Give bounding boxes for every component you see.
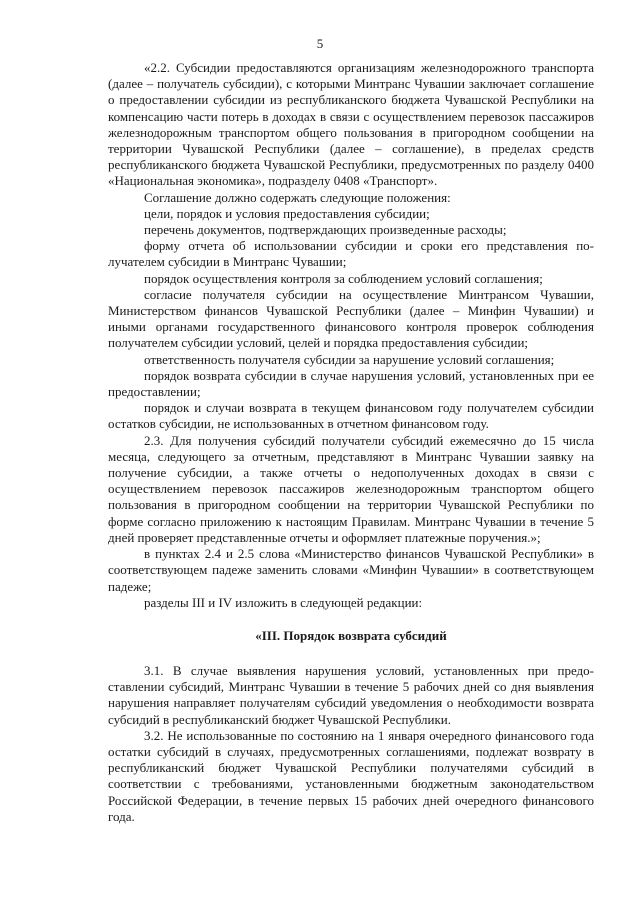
paragraph-amend-2-4-2-5: в пунктах 2.4 и 2.5 слова «Министерство финансов Чувашской Республики» в соответствующем падеже заменить словами «Минфин Чувашии» в соответствующем падеже; xyxy=(108,546,594,594)
list-item-documents: перечень документов, подтверждающих произведенные расходы; xyxy=(144,222,507,238)
section-heading: «III. Порядок возврата субсидий xyxy=(255,627,447,643)
list-item-consent: согласие получателя субсидии на осуществление Минтрансом Чувашии, Министерством финансов Чувашской Республики (далее – Минфин Чувашии) и иными органами государственного финансового контроля проверок соблюдения получателем субсидии условий, целей и порядка предоставления субсидии; xyxy=(108,286,594,351)
list-item-goals: цели, порядок и условия предоставления субсидии; xyxy=(144,205,430,221)
paragraph-sections-intro: разделы III и IV изложить в следующей редакции: xyxy=(144,594,423,610)
list-item-report-form: форму отчета об использовании субсидии и сроки его представления получателем субсидии в Минтранс Чувашии; xyxy=(108,238,594,270)
document-body xyxy=(108,60,594,825)
paragraph-3-1: 3.1. В случае выявления нарушения условий, установленных при предоставлении субсидий, Минтранс Чувашии в течение 5 рабочих дней со дня выявления нарушения направляет получателям субсидий уведомления о необходимости возврата субсидий в республиканский бюджет Чувашской Республики. xyxy=(108,662,594,727)
paragraph-agreement-intro: Соглашение должно содержать следующие положения: xyxy=(144,189,451,205)
list-item-return-violation: порядок возврата субсидии в случае нарушения условий, установленных при ее предоставлении; xyxy=(108,367,594,400)
paragraph-2-2: «2.2. Субсидии предоставляются организациям железнодорожного транспорта (далее – получатель субсидии), с которыми Минтранс Чувашии заключает соглашение о предоставлении субсидии из республиканского бюджета Чувашской Республики на компенсацию части потерь в доходах в связи с осуществлением перевозок пассажиров железнодорожным транспортом общего пользования в пригородном сообщении на территории Чувашской Республики (далее – соглашение), в пределах средств республиканского бюджета Чувашской Республики, предусмотренных по разделу 0400 «Национальная экономика», подразделу 0408 «Транспорт». xyxy=(108,60,594,189)
page-number: 5 xyxy=(316,36,324,51)
list-item-control: порядок осуществления контроля за соблюдением условий соглашения; xyxy=(144,270,543,286)
paragraph-3-2: 3.2. Не использованные по состоянию на 1 января очередного финансового года остатки субсидий в случаях, предусмотренных соглашениями, подлежат возврату в республиканский бюджет Чувашской Республики получателями субсидий в соответствии с требованиями, установленными бюджетным законодательством Российской Федерации, в течение первых 15 рабочих дней очередного финансового года. xyxy=(108,727,594,824)
paragraph-2-3: 2.3. Для получения субсидий получатели субсидий ежемесячно до 15 числа месяца, следующего за отчетным, представляют в Минтранс Чувашии заявку на получение субсидии, а также отчеты о недополученных доходах в связи с осуществлением перевозок пассажиров железнодорожным транспортом общего пользования в пригородном сообщении на территории Чувашской Республики по форме согласно приложению к настоящим Правилам. Минтранс Чувашии в течение 5 дней проверяет представленные отчеты и оформляет платежные поручения.»; xyxy=(108,432,594,545)
list-item-return-balance: порядок и случаи возврата в текущем финансовом году получателем субсидии остатков субсидии, не использованных в отчетном финансовом году. xyxy=(108,400,594,432)
list-item-responsibility: ответственность получателя субсидии за нарушение условий соглашения; xyxy=(144,351,555,367)
